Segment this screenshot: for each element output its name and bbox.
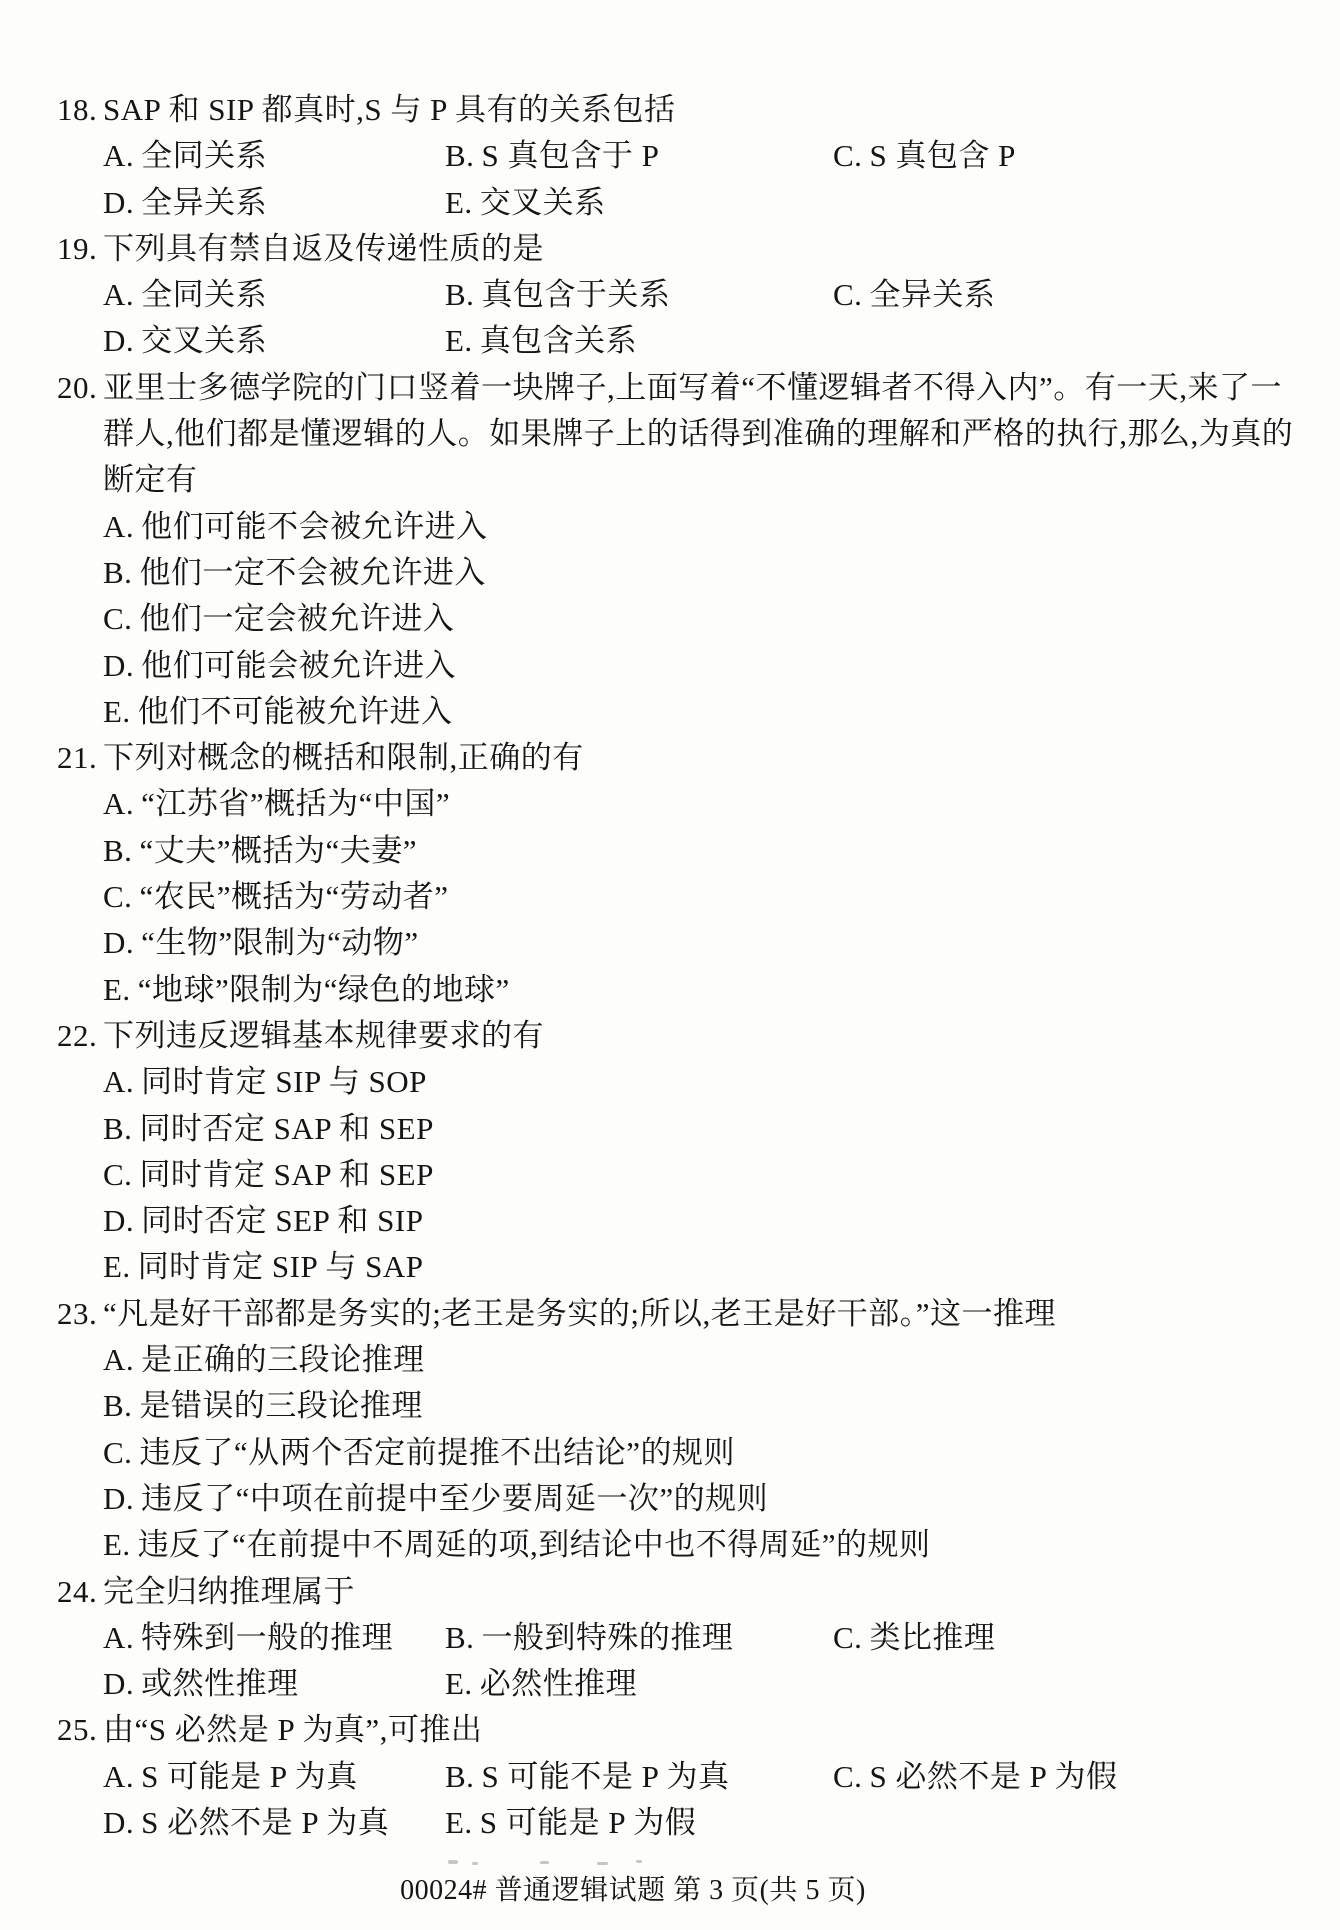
option-text: 全同关系	[141, 138, 268, 174]
option-label: B.	[103, 832, 133, 868]
option-cell	[103, 1615, 393, 1661]
option-cell	[103, 318, 267, 364]
question-stem-text: 群人,他们都是懂逻辑的人。如果牌子上的话得到准确的理解和严格的执行,那么,为真的	[103, 416, 1294, 452]
option-cell	[833, 1615, 995, 1661]
option-text: “农民”概括为“劳动者”	[139, 879, 449, 915]
option-text: 违反了“中项在前提中至少要周延一次”的规则	[141, 1480, 769, 1516]
option-label: E.	[103, 971, 131, 1007]
option-text: S 必然不是 P 为假	[869, 1758, 1118, 1794]
option-text: 全异关系	[141, 184, 268, 220]
option-line	[0, 689, 1340, 735]
option-text: 他们可能会被允许进入	[141, 647, 457, 683]
option-label: E.	[103, 1249, 131, 1285]
option-line	[0, 1106, 1340, 1152]
option-label: B.	[445, 277, 475, 313]
option-text: S 可能不是 P 为真	[481, 1758, 730, 1794]
option-line	[0, 828, 1340, 874]
option-cell	[833, 1754, 1118, 1800]
option-label: B.	[445, 1619, 475, 1655]
option-label: E.	[445, 323, 473, 359]
option-text: “江苏省”概括为“中国”	[141, 786, 451, 822]
question-stem-continuation	[0, 457, 1340, 503]
option-label: C.	[833, 1758, 863, 1794]
question-stem-text: 由“S 必然是 P 为真”,可推出	[103, 1712, 483, 1748]
scan-dot	[597, 1862, 608, 1865]
question-stem	[0, 1291, 1340, 1337]
option-text: 或然性推理	[141, 1666, 299, 1702]
option-line	[0, 1476, 1340, 1522]
option-label: D.	[103, 647, 135, 683]
option-text: 全同关系	[141, 277, 268, 313]
question-stem	[0, 1569, 1340, 1615]
option-row	[0, 272, 1340, 318]
option-text: S 真包含 P	[869, 138, 1016, 174]
option-row	[0, 133, 1340, 179]
option-line	[0, 1337, 1340, 1383]
option-line	[0, 1522, 1340, 1568]
option-label: A.	[103, 1758, 135, 1794]
option-line	[0, 550, 1340, 596]
option-cell	[103, 1754, 358, 1800]
option-text: S 可能是 P 为假	[479, 1804, 697, 1840]
option-label: C.	[103, 879, 133, 915]
option-row	[0, 1800, 1340, 1846]
option-row	[0, 180, 1340, 226]
option-label: E.	[445, 184, 473, 220]
option-text: 交叉关系	[479, 184, 606, 220]
option-label: B.	[445, 1758, 475, 1794]
scan-dot	[472, 1862, 478, 1865]
question-stem-text: SAP 和 SIP 都真时,S 与 P 具有的关系包括	[103, 92, 676, 127]
option-text: 违反了“从两个否定前提推不出结论”的规则	[139, 1434, 735, 1470]
option-cell	[445, 1615, 733, 1661]
option-cell	[445, 318, 637, 364]
option-label: C.	[103, 601, 133, 637]
option-label: E.	[103, 1527, 131, 1563]
option-text: 真包含于关系	[481, 277, 671, 313]
option-label: A.	[103, 1342, 135, 1378]
option-text: 真包含关系	[479, 323, 638, 359]
option-text: 交叉关系	[141, 323, 268, 359]
question-number: 22.	[57, 1017, 98, 1053]
question-stem-text: 下列违反逻辑基本规律要求的有	[103, 1017, 544, 1053]
question-stem	[0, 226, 1340, 272]
option-label: E.	[445, 1666, 473, 1702]
option-text: S 可能是 P 为真	[141, 1758, 358, 1794]
option-line	[0, 1152, 1340, 1198]
option-cell	[103, 180, 267, 226]
question-stem-continuation	[0, 411, 1340, 457]
question-stem	[0, 1707, 1340, 1753]
option-cell	[833, 133, 1016, 179]
option-line	[0, 643, 1340, 689]
option-cell	[445, 133, 659, 179]
question-stem-text: 亚里士多德学院的门口竖着一块牌子,上面写着“不懂逻辑者不得入内”。有一天,来了一	[103, 369, 1283, 405]
option-text: 类比推理	[869, 1619, 996, 1655]
option-text: 是正确的三段论推理	[141, 1342, 425, 1378]
option-label: C.	[833, 277, 863, 313]
question-stem	[0, 365, 1340, 411]
option-line	[0, 1430, 1340, 1476]
question-stem-text: “凡是好干部都是务实的;老王是务实的;所以,老王是好干部。”这一推理	[103, 1295, 1056, 1331]
option-text: 他们不可能被允许进入	[137, 693, 453, 729]
page-footer	[0, 1868, 1266, 1914]
option-text: 同时肯定 SAP 和 SEP	[139, 1156, 434, 1192]
option-label: D.	[103, 1480, 135, 1516]
question-stem	[0, 87, 1340, 133]
option-label: A.	[103, 138, 135, 174]
question-number: 21.	[57, 740, 98, 776]
option-text: 他们可能不会被允许进入	[141, 508, 488, 544]
question-stem	[0, 1013, 1340, 1059]
option-text: S 必然不是 P 为真	[141, 1804, 390, 1840]
option-label: D.	[103, 925, 135, 961]
option-cell	[103, 133, 267, 179]
option-text: “丈夫”概括为“夫妻”	[139, 832, 417, 868]
question-stem-text: 下列对概念的概括和限制,正确的有	[103, 740, 584, 776]
option-label: C.	[833, 1619, 863, 1655]
option-text: 违反了“在前提中不周延的项,到结论中也不得周延”的规则	[137, 1527, 931, 1563]
option-cell	[445, 180, 606, 226]
option-text: 同时肯定 SIP 与 SOP	[141, 1064, 427, 1100]
option-label: D.	[103, 1666, 135, 1702]
option-label: D.	[103, 1804, 135, 1840]
question-number: 25.	[57, 1712, 98, 1748]
option-line	[0, 1059, 1340, 1105]
question-number: 23.	[57, 1295, 98, 1331]
option-row	[0, 1615, 1340, 1661]
option-line	[0, 596, 1340, 642]
option-cell	[445, 1661, 637, 1707]
option-cell	[445, 272, 670, 318]
scan-dot	[448, 1860, 458, 1864]
option-cell	[445, 1754, 730, 1800]
option-cell	[103, 1800, 389, 1846]
option-label: A.	[103, 786, 135, 822]
option-label: E.	[103, 693, 131, 729]
question-number: 20.	[57, 369, 98, 405]
option-label: B.	[445, 138, 475, 174]
option-label: C.	[103, 1434, 133, 1470]
option-row	[0, 1754, 1340, 1800]
question-number: 18.	[57, 92, 98, 127]
option-row	[0, 318, 1340, 364]
option-label: B.	[103, 1110, 133, 1146]
question-stem-text: 下列具有禁自返及传递性质的是	[103, 230, 544, 266]
questions-area	[0, 87, 1340, 1846]
option-cell	[445, 1800, 696, 1846]
option-text: 他们一定会被允许进入	[139, 601, 455, 637]
footer-text: 00024# 普通逻辑试题 第 3 页(共 5 页)	[400, 1875, 866, 1906]
option-label: B.	[103, 1388, 133, 1424]
option-line	[0, 781, 1340, 827]
option-label: A.	[103, 1064, 135, 1100]
question-number: 19.	[57, 230, 98, 266]
option-row	[0, 1661, 1340, 1707]
option-line	[0, 874, 1340, 920]
question-stem-text: 完全归纳推理属于	[103, 1573, 355, 1609]
option-label: E.	[445, 1804, 473, 1840]
option-line	[0, 1198, 1340, 1244]
option-label: D.	[103, 1203, 135, 1239]
option-text: 同时肯定 SIP 与 SAP	[137, 1249, 424, 1285]
option-text: “地球”限制为“绿色的地球”	[137, 971, 510, 1007]
option-line	[0, 1244, 1340, 1290]
option-text: 全异关系	[869, 277, 996, 313]
option-text: “生物”限制为“动物”	[141, 925, 419, 961]
scan-dot	[540, 1861, 549, 1864]
question-number: 24.	[57, 1573, 98, 1609]
option-cell	[103, 1661, 299, 1707]
option-line	[0, 920, 1340, 966]
option-text: 同时否定 SEP 和 SIP	[141, 1203, 424, 1239]
option-line	[0, 504, 1340, 550]
option-text: 是错误的三段论推理	[139, 1388, 423, 1424]
option-cell	[833, 272, 995, 318]
option-text: 同时否定 SAP 和 SEP	[139, 1110, 434, 1146]
option-label: D.	[103, 184, 135, 220]
option-line	[0, 1383, 1340, 1429]
option-text: S 真包含于 P	[481, 138, 660, 174]
option-text: 特殊到一般的推理	[141, 1619, 394, 1655]
option-label: C.	[103, 1156, 133, 1192]
option-text: 他们一定不会被允许进入	[139, 554, 486, 590]
option-text: 一般到特殊的推理	[481, 1619, 734, 1655]
option-label: D.	[103, 323, 135, 359]
question-stem	[0, 735, 1340, 781]
option-text: 必然性推理	[479, 1666, 638, 1702]
question-stem-text: 断定有	[103, 462, 198, 498]
option-label: A.	[103, 508, 135, 544]
option-line	[0, 967, 1340, 1013]
option-label: C.	[833, 138, 863, 174]
option-cell	[103, 272, 267, 318]
option-label: A.	[103, 277, 135, 313]
scan-dot	[636, 1860, 642, 1863]
option-label: B.	[103, 554, 133, 590]
option-label: A.	[103, 1619, 135, 1655]
